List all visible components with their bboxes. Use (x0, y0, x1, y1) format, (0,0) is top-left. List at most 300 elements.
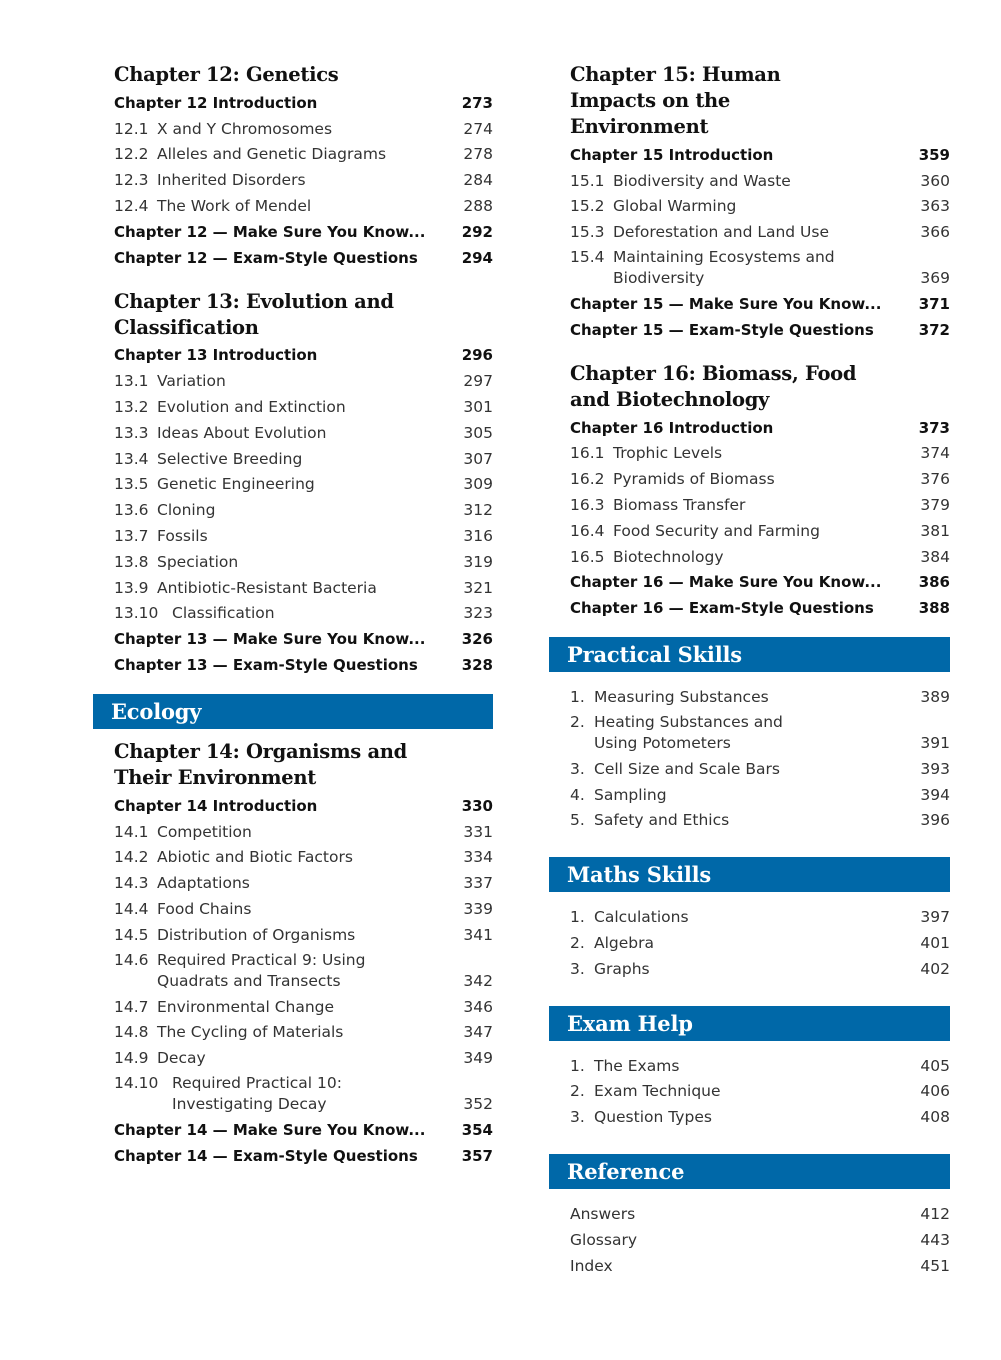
toc-entry-label (114, 1073, 432, 1115)
page-number: 408 (920, 1108, 950, 1127)
page-number: 371 (918, 294, 950, 313)
toc-entry-label (570, 247, 873, 289)
page-number: 388 (918, 599, 950, 618)
toc-entry[interactable] (570, 439, 950, 465)
toc-entry[interactable] (114, 817, 493, 843)
toc-entry[interactable] (114, 650, 493, 676)
chapter-heading: Chapter 16: Biomass, Food and Biotechnology (570, 361, 857, 411)
section-number: 14.6 (114, 950, 149, 969)
section-number: 13.4 (114, 449, 149, 468)
section-number: 14.2 (114, 848, 149, 867)
section-number: 15.2 (570, 197, 605, 216)
section-number: 13.7 (114, 526, 149, 545)
toc-entry[interactable] (114, 418, 493, 444)
toc-left-column (93, 60, 493, 1185)
toc-entry[interactable] (570, 1225, 950, 1251)
toc-entry-label (570, 907, 689, 928)
entry-title: Pyramids of Biomass (613, 470, 775, 489)
toc-entry[interactable] (570, 1051, 950, 1077)
section-number: 14.4 (114, 899, 149, 918)
toc-entry[interactable] (114, 894, 493, 920)
entry-title: Chapter 12 — Make Sure You Know... (114, 222, 426, 241)
page-number: 347 (463, 1023, 493, 1042)
section-banner: Practical Skills (549, 637, 950, 672)
toc-entry-label (570, 810, 729, 831)
entry-title: Deforestation and Land Use (613, 223, 830, 242)
page-number: 402 (920, 959, 950, 978)
entry-title: Chapter 15 Introduction (570, 145, 774, 164)
entry-title: Chapter 14 Introduction (114, 796, 318, 815)
page-number: 273 (461, 93, 493, 112)
page-number: 376 (920, 470, 950, 489)
entry-title: Global Warming (613, 197, 737, 216)
toc-entry[interactable] (114, 868, 493, 894)
toc-entry-label (114, 526, 208, 547)
section-number: 14.10 (114, 1074, 159, 1093)
section-number: 16.5 (570, 547, 605, 566)
entry-title: Answers (570, 1204, 636, 1223)
page-number: 312 (463, 501, 493, 520)
entry-title: Chapter 15 — Exam-Style Questions (570, 320, 874, 339)
page-number: 278 (463, 145, 493, 164)
toc-entry[interactable] (114, 392, 493, 418)
entry-title: Chapter 12 — Exam-Style Questions (114, 248, 418, 267)
toc-entry[interactable] (114, 444, 493, 470)
toc-entry[interactable] (570, 1102, 950, 1128)
section-number: 16.2 (570, 470, 605, 489)
toc-entry-label (114, 629, 425, 650)
entry-title: Sampling (594, 785, 667, 804)
section-practical-skills (549, 637, 950, 831)
chapter-heading: Chapter 15: Human Impacts on the Environment (570, 63, 781, 138)
page-number: 372 (918, 320, 950, 339)
toc-entry[interactable] (570, 192, 950, 218)
entry-title: Genetic Engineering (157, 475, 315, 494)
page-number: 401 (920, 933, 950, 952)
toc-entry[interactable] (570, 1077, 950, 1103)
entry-title: Environmental Change (157, 997, 335, 1016)
section-maths-skills (549, 857, 950, 979)
page-number: 274 (463, 119, 493, 138)
section-number: 13.10 (114, 604, 159, 623)
toc-entry-label (114, 144, 386, 165)
section-number: 1. (570, 908, 585, 927)
entry-title: Chapter 14 — Exam-Style Questions (114, 1146, 418, 1165)
page-number: 305 (463, 423, 493, 442)
chapter-block (114, 737, 493, 1167)
toc-entry-label (570, 196, 736, 217)
page-number: 309 (463, 475, 493, 494)
toc-entry[interactable] (570, 902, 950, 928)
section-number: 2. (570, 712, 585, 731)
entry-title: Calculations (594, 908, 689, 927)
toc-entry[interactable] (114, 341, 493, 367)
toc-entry-label (114, 345, 317, 366)
section-number: 13.5 (114, 475, 149, 494)
page-number: 307 (463, 449, 493, 468)
toc-entry-label (570, 1081, 721, 1102)
page-number: 328 (461, 655, 493, 674)
page-number: 369 (920, 269, 950, 288)
right-section-list (549, 637, 950, 1276)
page-number: 292 (461, 222, 493, 241)
toc-entry-label (114, 423, 326, 444)
entry-title: Glossary (570, 1230, 637, 1249)
page-number: 297 (463, 372, 493, 391)
section-number: 14.7 (114, 997, 149, 1016)
page-number: 363 (920, 197, 950, 216)
section-entry-list (549, 1199, 950, 1276)
page-number: 396 (920, 811, 950, 830)
toc-entry-label (114, 950, 417, 992)
page-number: 357 (461, 1146, 493, 1165)
entry-title: Algebra (594, 933, 654, 952)
entry-title: Antibiotic-Resistant Bacteria (157, 578, 377, 597)
entry-title: Decay (157, 1049, 206, 1068)
toc-entry-label (570, 469, 775, 490)
page-number: 323 (463, 604, 493, 623)
page-number: 379 (920, 495, 950, 514)
toc-entry-label (114, 1048, 206, 1069)
section-number: 5. (570, 811, 585, 830)
toc-entry[interactable] (570, 516, 950, 542)
toc-entry-label (114, 1022, 343, 1043)
page-number: 406 (920, 1082, 950, 1101)
toc-entry-label (114, 1146, 418, 1167)
entry-title: The Exams (594, 1056, 680, 1075)
section-number: 14.9 (114, 1049, 149, 1068)
section-entry-list (549, 1051, 950, 1128)
toc-entry-label (114, 796, 317, 817)
toc-entry-label (570, 521, 820, 542)
toc-entry-label (114, 655, 418, 676)
chapter-heading: Chapter 13: Evolution and Classification (114, 289, 394, 339)
toc-entry[interactable] (570, 780, 950, 806)
toc-entry-label (114, 925, 355, 946)
toc-entry[interactable] (570, 166, 950, 192)
toc-entry-label (570, 572, 881, 593)
entry-title: Chapter 12 Introduction (114, 93, 318, 112)
entry-title: Competition (157, 822, 252, 841)
toc-entry[interactable] (114, 165, 493, 191)
section-number: 12.4 (114, 196, 149, 215)
toc-entry-label (570, 294, 881, 315)
page-number: 330 (461, 796, 493, 815)
toc-entry[interactable] (570, 464, 950, 490)
page-number: 341 (463, 925, 493, 944)
entry-title: Biodiversity and Waste (613, 171, 791, 190)
toc-entry-label (570, 687, 769, 708)
toc-entry[interactable] (570, 754, 950, 780)
chapter-heading: Chapter 12: Genetics (114, 63, 339, 86)
toc-entry[interactable] (114, 1115, 493, 1141)
section-number: 14.1 (114, 822, 149, 841)
toc-entry[interactable] (114, 114, 493, 140)
toc-entry[interactable] (570, 593, 950, 619)
chapter-block (114, 287, 493, 676)
section-number: 15.3 (570, 223, 605, 242)
page-number: 319 (463, 552, 493, 571)
section-number: 1. (570, 687, 585, 706)
entry-title: X and Y Chromosomes (157, 119, 333, 138)
toc-entry[interactable] (114, 1141, 493, 1167)
toc-entry[interactable] (570, 568, 950, 594)
section-number: 13.6 (114, 501, 149, 520)
toc-entry-label (570, 495, 745, 516)
toc-entry-label (570, 1056, 679, 1077)
toc-entry[interactable] (570, 289, 950, 315)
toc-entry-label (570, 712, 804, 754)
toc-entry[interactable] (114, 495, 493, 521)
section-number: 12.3 (114, 171, 149, 190)
section-exam-help (549, 1006, 950, 1128)
toc-entry[interactable] (570, 682, 950, 708)
toc-entry-label (114, 119, 332, 140)
toc-entry-label (114, 873, 250, 894)
section-number: 16.4 (570, 521, 605, 540)
entry-title: Inherited Disorders (157, 171, 306, 190)
entry-title: Measuring Substances (594, 687, 769, 706)
toc-entry[interactable] (570, 954, 950, 980)
page-number: 360 (920, 171, 950, 190)
entry-title: Ideas About Evolution (157, 423, 327, 442)
page-number: 381 (920, 521, 950, 540)
section-number: 2. (570, 933, 585, 952)
toc-entry-label (114, 222, 425, 243)
entry-title: Distribution of Organisms (157, 925, 356, 944)
page-number: 296 (461, 346, 493, 365)
entry-title: Chapter 13 — Exam-Style Questions (114, 655, 418, 674)
page-number: 331 (463, 822, 493, 841)
toc-entry[interactable] (114, 920, 493, 946)
toc-entry-label (114, 449, 302, 470)
chapter-block (570, 60, 950, 341)
chapter-heading: Chapter 14: Organisms and Their Environment (114, 739, 408, 789)
toc-entry[interactable] (114, 791, 493, 817)
toc-entry[interactable] (570, 708, 950, 754)
entry-title: Index (570, 1256, 613, 1275)
toc-entry-label (114, 93, 317, 114)
section-number: 14.3 (114, 874, 149, 893)
entry-title: Fossils (157, 526, 208, 545)
entry-title: Chapter 16 — Make Sure You Know... (570, 573, 882, 592)
entry-title: Heating Substances and Using Potometers (594, 712, 783, 752)
toc-entry-label (114, 196, 311, 217)
toc-entry[interactable] (114, 243, 493, 269)
entry-title: The Cycling of Materials (157, 1023, 344, 1042)
entry-title: Chapter 16 — Exam-Style Questions (570, 599, 874, 618)
right-chapter-list (549, 60, 950, 619)
toc-entry[interactable] (114, 521, 493, 547)
toc-entry[interactable] (114, 599, 493, 625)
page-number: 339 (463, 899, 493, 918)
section-number: 2. (570, 1082, 585, 1101)
entry-title: Chapter 14 — Make Sure You Know... (114, 1120, 426, 1139)
page-number: 389 (920, 687, 950, 706)
toc-entry-label (570, 1107, 712, 1128)
toc-entry[interactable] (570, 542, 950, 568)
page-number: 326 (461, 630, 493, 649)
page-number: 316 (463, 526, 493, 545)
page-number: 337 (463, 874, 493, 893)
page-number: 393 (920, 759, 950, 778)
entry-title: Selective Breeding (157, 449, 303, 468)
entry-title: Evolution and Extinction (157, 397, 346, 416)
section-number: 3. (570, 759, 585, 778)
entry-title: Required Practical 9: Using Quadrats and Transects (157, 950, 366, 990)
toc-entry-label (570, 933, 654, 954)
toc-entry[interactable] (570, 315, 950, 341)
toc-entry[interactable] (570, 140, 950, 166)
toc-entry[interactable] (114, 843, 493, 869)
toc-entry[interactable] (570, 928, 950, 954)
page-number: 374 (920, 444, 950, 463)
entry-title: Alleles and Genetic Diagrams (157, 145, 387, 164)
left-chapter-list (93, 60, 493, 676)
toc-entry-label (114, 899, 251, 920)
page-number: 451 (920, 1256, 950, 1275)
toc-entry[interactable] (570, 413, 950, 439)
entry-title: Biotechnology (613, 547, 724, 566)
page-number: 386 (918, 573, 950, 592)
page-number: 359 (918, 145, 950, 164)
entry-title: Maintaining Ecosystems and Biodiversity (613, 248, 835, 288)
page-number: 346 (463, 997, 493, 1016)
toc-entry[interactable] (114, 88, 493, 114)
toc-entry-label (570, 547, 724, 568)
entry-title: Food Chains (157, 899, 252, 918)
page-number: 334 (463, 848, 493, 867)
page-number: 394 (920, 785, 950, 804)
page-number: 301 (463, 397, 493, 416)
page-number: 284 (463, 171, 493, 190)
entry-title: The Work of Mendel (157, 196, 312, 215)
entry-title: Biomass Transfer (613, 495, 746, 514)
page-number: 354 (461, 1120, 493, 1139)
entry-title: Exam Technique (594, 1082, 721, 1101)
page-number: 342 (463, 971, 493, 990)
page-number: 384 (920, 547, 950, 566)
toc-entry-label (114, 500, 215, 521)
toc-entry-label (570, 759, 780, 780)
page-number: 412 (920, 1204, 950, 1223)
toc-entry[interactable] (114, 1043, 493, 1069)
toc-entry-label (570, 145, 773, 166)
page-number: 373 (918, 418, 950, 437)
page-number: 321 (463, 578, 493, 597)
section-number: 13.9 (114, 578, 149, 597)
toc-entry-label (114, 1120, 425, 1141)
toc-entry[interactable] (114, 191, 493, 217)
toc-entry-label (114, 578, 377, 599)
toc-entry-label (114, 248, 418, 269)
entry-title: Chapter 13 Introduction (114, 346, 318, 365)
page-number: 352 (463, 1095, 493, 1114)
section-number: 12.1 (114, 119, 149, 138)
section-number: 3. (570, 1108, 585, 1127)
toc-entry[interactable] (114, 1069, 493, 1115)
toc-entry-label (114, 552, 238, 573)
page-number: 443 (920, 1230, 950, 1249)
entry-title: Variation (157, 372, 226, 391)
section-banner: Maths Skills (549, 857, 950, 892)
toc-entry[interactable] (114, 946, 493, 992)
page-number: 349 (463, 1049, 493, 1068)
toc-entry[interactable] (114, 1018, 493, 1044)
toc-entry-label (570, 959, 650, 980)
toc-entry-label (570, 1256, 613, 1277)
toc-entry-label (114, 603, 275, 624)
toc-entry-label (114, 474, 315, 495)
entry-title: Adaptations (157, 874, 250, 893)
section-number: 14.5 (114, 925, 149, 944)
toc-entry[interactable] (114, 217, 493, 243)
toc-entry-label (114, 822, 252, 843)
section-number: 15.1 (570, 171, 605, 190)
toc-entry[interactable] (570, 806, 950, 832)
entry-title: Safety and Ethics (594, 811, 730, 830)
page-number: 405 (920, 1056, 950, 1075)
entry-title: Chapter 13 — Make Sure You Know... (114, 630, 426, 649)
entry-title: Abiotic and Biotic Factors (157, 848, 353, 867)
entry-title: Required Practical 10: Investigating Decay (172, 1074, 342, 1114)
toc-entry-label (570, 222, 829, 243)
toc-entry[interactable] (570, 243, 950, 289)
toc-entry-label (570, 171, 791, 192)
toc-entry[interactable] (114, 140, 493, 166)
section-banner: Exam Help (549, 1006, 950, 1041)
section-number: 4. (570, 785, 585, 804)
toc-entry-label (114, 371, 226, 392)
section-number: 16.1 (570, 444, 605, 463)
toc-entry[interactable] (570, 217, 950, 243)
section-number: 12.2 (114, 145, 149, 164)
section-number: 14.8 (114, 1023, 149, 1042)
toc-entry-label (114, 170, 306, 191)
chapter-block (114, 60, 493, 269)
entry-title: Chapter 15 — Make Sure You Know... (570, 294, 882, 313)
toc-entry[interactable] (570, 1251, 950, 1277)
toc-entry-label (114, 847, 353, 868)
toc-entry[interactable] (114, 992, 493, 1018)
entry-title: Question Types (594, 1108, 712, 1127)
toc-entry[interactable] (114, 366, 493, 392)
toc-entry-label (570, 785, 667, 806)
section-number: 13.3 (114, 423, 149, 442)
toc-entry[interactable] (114, 547, 493, 573)
entry-title: Cell Size and Scale Bars (594, 759, 780, 778)
toc-entry-label (114, 397, 346, 418)
page-number: 397 (920, 908, 950, 927)
toc-entry-label (570, 443, 722, 464)
toc-entry[interactable] (570, 1199, 950, 1225)
toc-entry[interactable] (114, 573, 493, 599)
page-number: 294 (461, 248, 493, 267)
entry-title: Trophic Levels (613, 444, 723, 463)
entry-title: Cloning (157, 501, 216, 520)
toc-entry-label (570, 598, 874, 619)
section-number: 1. (570, 1056, 585, 1075)
entry-title: Graphs (594, 959, 650, 978)
toc-entry[interactable] (114, 624, 493, 650)
toc-entry-label (570, 1204, 635, 1225)
page-number: 391 (920, 733, 950, 752)
entry-title: Chapter 16 Introduction (570, 418, 774, 437)
section-entry-list (549, 682, 950, 831)
toc-entry[interactable] (570, 490, 950, 516)
toc-entry[interactable] (114, 470, 493, 496)
section-number: 3. (570, 959, 585, 978)
